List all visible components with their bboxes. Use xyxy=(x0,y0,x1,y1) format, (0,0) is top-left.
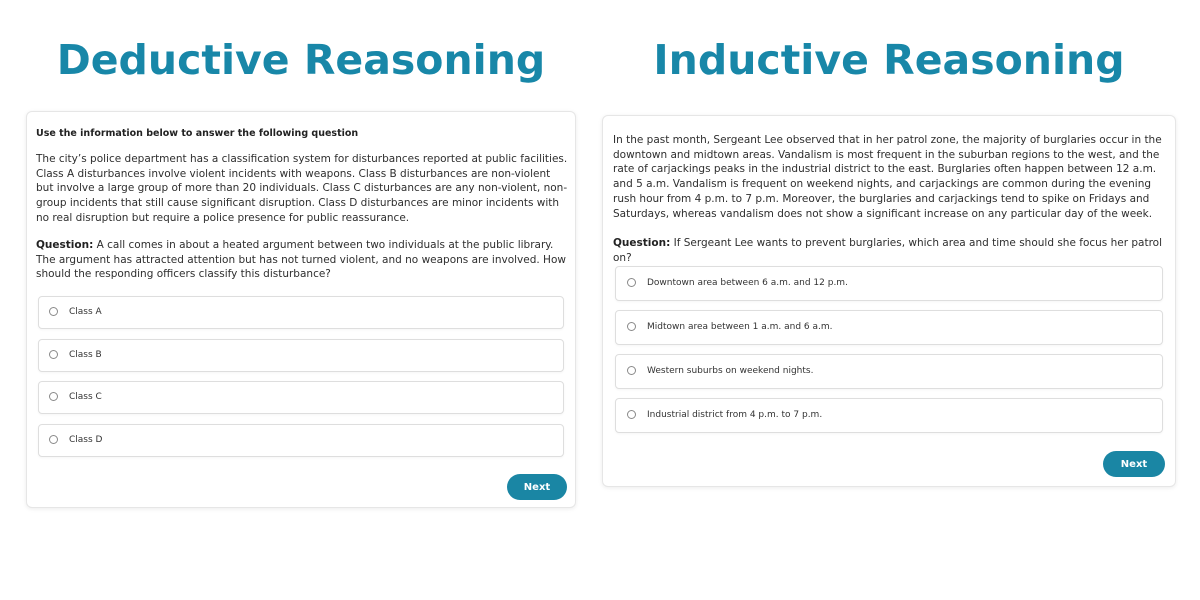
radio-button[interactable] xyxy=(49,435,58,444)
radio-button[interactable] xyxy=(627,366,636,375)
question-label: Question: xyxy=(36,239,94,251)
option-class-c[interactable] xyxy=(38,381,564,414)
option-label: Industrial district from 4 p.m. to 7 p.m. xyxy=(647,410,823,420)
instruction-text: Use the information below to answer the following question xyxy=(36,128,359,139)
option-label: Midtown area between 1 a.m. and 6 a.m. xyxy=(647,322,833,332)
option-label: Class D xyxy=(69,435,103,445)
radio-button[interactable] xyxy=(627,278,636,287)
inductive-heading: Inductive Reasoning xyxy=(653,36,1125,84)
deductive-passage: The city’s police department has a classification system for disturbances reported at public facilities. Class A disturbances involve violent incidents with weapons. Class B disturbances are non-violent but involve a large group of more than 20 individuals. Class C disturbances are any non-violent, non-group incidents that still cause significant disruption. Class D disturbances are minor incidents with no real disruption but require a police presence for public reassurance. xyxy=(36,153,568,224)
question-text: If Sergeant Lee wants to prevent burglaries, which area and time should she focus her patrol on? xyxy=(613,237,1163,264)
radio-button[interactable] xyxy=(49,307,58,316)
radio-button[interactable] xyxy=(627,410,636,419)
deductive-heading: Deductive Reasoning xyxy=(56,36,546,84)
option-label: Class A xyxy=(69,307,102,317)
inductive-passage: In the past month, Sergeant Lee observed that in her patrol zone, the majority of burglaries occur in the downtown and midtown areas. Vandalism is most frequent in the suburban regions to the west, and the rate of carjackings peaks in the industrial district to the east. Burglaries often happen between 12 a.m. and 5 a.m. Vandalism is frequent on weekend nights, and carjackings are common during the evening rush hour from 4 p.m. to 7 p.m. Moreover, the burglaries and carjackings tend to spike on Fridays and Saturdays, whereas vandalism does not show a significant increase on any particular day of the week. xyxy=(613,134,1162,220)
deductive-question xyxy=(36,238,568,282)
option-class-d[interactable] xyxy=(38,424,564,457)
option-class-a[interactable] xyxy=(38,296,564,329)
question-label: Question: xyxy=(613,237,671,249)
radio-button[interactable] xyxy=(49,392,58,401)
option-label: Class C xyxy=(69,392,102,402)
option-industrial-district[interactable] xyxy=(615,398,1163,433)
radio-button[interactable] xyxy=(49,350,58,359)
option-midtown[interactable] xyxy=(615,310,1163,345)
option-western-suburbs[interactable] xyxy=(615,354,1163,389)
deductive-question-card xyxy=(26,111,576,508)
next-button[interactable]: Next xyxy=(507,474,567,500)
option-label: Downtown area between 6 a.m. and 12 p.m. xyxy=(647,278,848,288)
option-downtown[interactable] xyxy=(615,266,1163,301)
option-label: Western suburbs on weekend nights. xyxy=(647,366,814,376)
next-button[interactable]: Next xyxy=(1103,451,1165,477)
inductive-question xyxy=(613,236,1169,265)
inductive-question-card xyxy=(602,115,1176,487)
radio-button[interactable] xyxy=(627,322,636,331)
option-label: Class B xyxy=(69,350,102,360)
option-class-b[interactable] xyxy=(38,339,564,372)
question-text: A call comes in about a heated argument between two individuals at the public library. The argument has attracted attention but has not turned violent, and no weapons are involved. How should the responding officers classify this disturbance? xyxy=(36,239,566,281)
